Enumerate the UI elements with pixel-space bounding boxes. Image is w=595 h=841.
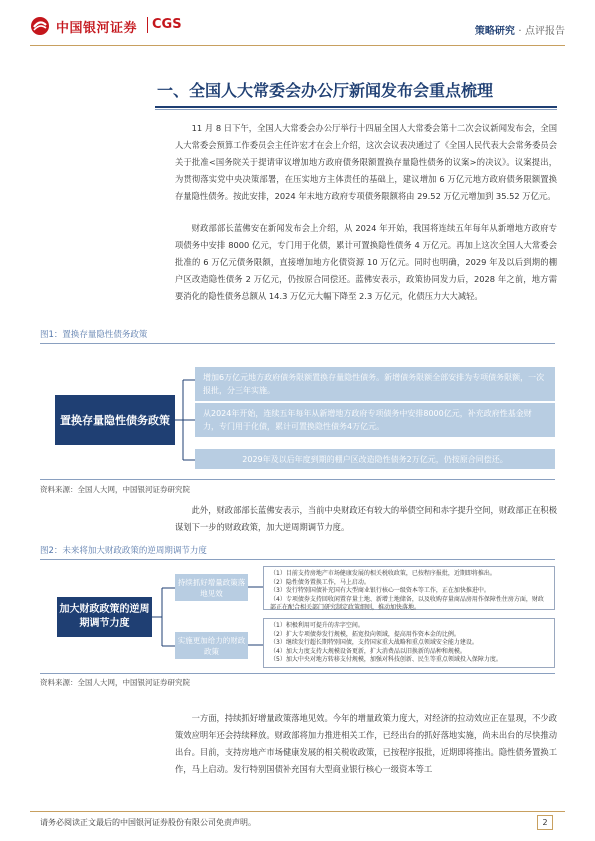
figure2-branch-node: 持续抓好增量政策落地见效 (175, 574, 248, 601)
figure1-policy-box: 从2024年开始，连续五年每年从新增地方政府专项债务中安排8000亿元，补充政府性基金财力，专门用于化债，累计可置换隐性债务4万亿元。 (195, 403, 555, 437)
figure2-measure-item: （3）继续发行超长期特别国债，支持国家重大战略和重点领域安全能力建设。 (270, 639, 478, 646)
report-type-label: 点评报告 (525, 26, 565, 37)
figure2-measure-item: （4）加大力度支持大规模设备更新，扩大消费品以旧换新的品种和规模。 (270, 647, 466, 655)
footer-disclaimer: 请务必阅读正文最后的中国银河证券股份有限公司免责声明。 (40, 818, 256, 827)
figure1-policy-box: 2029年及以后年度到期的棚户区改造隐性债务2万亿元，仍按原合同偿还。 (195, 449, 555, 469)
figure-caption-rule (40, 559, 555, 560)
figure-bottom-rule (40, 673, 555, 674)
figure2-measure-item: （1）积极利用可提升的赤字空间。 (270, 622, 364, 629)
brand-divider (147, 17, 148, 33)
figure2-measure-item: （1）目前支持房地产市场健康发展的相关税收政策，已按程序报批，近期即将推出。 (270, 570, 496, 577)
figure2-measure-list (263, 618, 555, 668)
figure-caption: 图1：置换存量隐性债务政策 (40, 330, 148, 340)
figure2-measure-item: （5）加大中央对地方转移支付规模，加强对科技创新、民生等重点领域投入保障力度。 (270, 656, 502, 663)
report-category (430, 22, 565, 37)
figure1-center-node: 置换存量隐性债务政策 (55, 395, 175, 445)
report-category-label: 策略研究 (474, 26, 515, 37)
footer-divider (30, 811, 565, 812)
page-number: 2 (537, 815, 553, 830)
figure-caption-rule (40, 343, 555, 344)
figure2-measure-item: （3）发行特别国债补充国有大型商业银行核心一级资本等工作，正在加快推进中。 (270, 587, 490, 594)
brand-logo-icon (30, 16, 50, 36)
section-title-rule-thin (155, 109, 557, 110)
figure-caption: 图2：未来将加大财政政策的逆周期调节力度 (40, 546, 207, 556)
body-paragraph: 一方面，持续抓好增量政策落地见效。今年的增量政策力度大，对经济的拉动效应正在显现，不少政策效应明年还会持续释放。财政部将加力推进相关工作，已经出台的抓好落地实施，尚未出台的尽快推动出台。目前，支持房地产市场健康发展的相关税收政策，已按程序报批，近期即将推出。隐性债务置换工作，马上启动。发行特别国债补充国有大型商业银行核心一级资本等工 (175, 713, 557, 774)
figure2-branch-connector (248, 570, 263, 670)
figure2-measure-item: （4）专项债券支持回收闲置存量土地、新增土地储备，以及收购存量商品房用作保障性住房方面，财政部正在配合相关部门研究制定政策细则，推动加快落地。 (270, 595, 544, 611)
figure2-measure-item: （2）隐性债务置换工作，马上启动。 (270, 578, 370, 586)
figure2-measure-list (263, 566, 555, 610)
body-paragraph: 11 月 8 日下午，全国人大常委会办公厅举行十四届全国人大常委会第十二次会议新闻发布会，全国人大常委会预算工作委员会主任许宏才在会上介绍，这次会议表决通过了《全国人民代表大会常务委员会关于批准<国务院关于提请审议增加地方政府债务限额置换存量隐性债务的议案>的决议》。议案提出，为贯彻落实党中央决策部署，在压实地方主体责任的基础上，建议增加 6 万亿元地方政府债务限额置换存量隐性债务。按此安排，2024 年末地方政府专项债务限额将由 29.52 万亿元增加到 35.52 万亿元。 (175, 123, 557, 201)
brand-name-cn: 中国银河证券 (56, 21, 138, 36)
body-paragraph: 财政部部长蓝佛安在新闻发布会上介绍，从 2024 年开始，我国将连续五年每年从新增地方政府专项债务中安排 8000 亿元，专门用于化债，累计可置换隐性债务 4 万亿元。再加上这次全国人大常委会批准的 6 万亿元债务限额，直接增加地方化债资源 10 万亿元。同时也明确，2029 年及以后到期的棚户区改造隐性债务 2 万亿元，仍按原合同偿还。蓝佛安表示，政策协同发力后，2028 年之前，地方需要消化的隐性债务总额从 14.3 万亿元大幅下降至 2.3 万亿元，化债压力大大减轻。 (175, 223, 557, 301)
figure1-connector (175, 365, 195, 475)
section-title: 一、全国人大常委会办公厅新闻发布会重点梳理 (157, 81, 494, 100)
body-paragraph: 此外，财政部部长蓝佛安表示，当前中央财政还有较大的举债空间和赤字提升空间，财政部正在积极谋划下一步的财政政策，加大逆周期调节力度。 (175, 505, 557, 532)
figure2-branch-node: 实施更加给力的财政政策 (175, 632, 248, 659)
figure2-center-node: 加大财政政策的逆周期调节力度 (57, 597, 152, 637)
brand-name-en: CGS (152, 17, 182, 32)
figure-source: 资料来源：全国人大网，中国银河证券研究院 (40, 678, 190, 687)
header-separator: · (518, 26, 522, 37)
figure1-policy-box: 增加6万亿元地方政府债务限额置换存量隐性债务。新增债务限额全部安排为专项债务限额，一次报批，分三年实施。 (195, 367, 555, 401)
figure2-connector (152, 580, 175, 660)
header-divider (30, 45, 565, 46)
figure-source: 资料来源：全国人大网，中国银河证券研究院 (40, 485, 190, 494)
section-title-rule (155, 106, 557, 108)
figure2-measure-item: （2）扩大专项债券发行规模，拓宽投向领域，提高用作资本金的比例。 (270, 630, 460, 638)
figure-bottom-rule (40, 479, 555, 480)
